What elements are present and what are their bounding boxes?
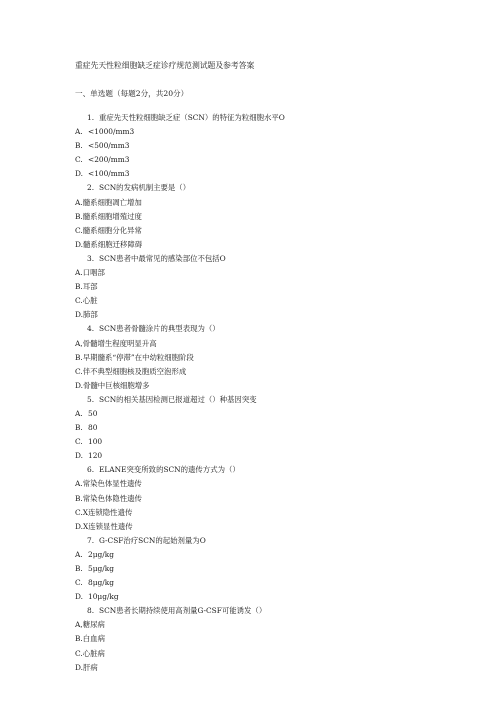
question-list [75,111,435,675]
option-3-c [75,294,435,308]
option-letter: C. [75,437,83,447]
question-8 [75,604,435,618]
option-text: <500/mm3 [88,141,130,151]
question-text: ELANE突变所致的SCN的遗传方式为（） [99,465,240,475]
question-7 [75,534,435,548]
question-text: SCN的发病机制主要是（） [99,183,191,193]
option-4-b [75,351,435,365]
option-text: 髓系细胞迁移障碍 [83,239,143,249]
option-text: 髓系细胞凋亡增加 [82,197,142,207]
option-8-b [75,632,435,646]
option-text: 髓系细胞增殖过度 [82,211,142,221]
option-letter: A, [75,338,83,348]
option-1-c [75,153,435,167]
option-text: 常染色体显性遗传 [82,479,142,489]
question-text: SCN患者中最常见的感染部位不包括O [99,253,226,263]
question-number: 5. [87,394,95,404]
option-3-a [75,266,435,280]
option-text: 骨髓增生程度明显升高 [82,338,157,348]
option-3-d [75,308,435,322]
option-8-a [75,618,435,632]
option-letter: D. [75,169,84,179]
option-letter: C. [75,155,83,165]
option-text: 骨髓中巨核细胞增多 [83,380,150,390]
option-text: 50 [88,408,98,418]
question-number: 4. [87,324,95,334]
option-text: 100 [88,437,103,447]
option-6-b [75,492,435,506]
option-letter: D. [75,239,84,249]
question-number: 3. [87,253,95,263]
question-text: SCN的相关基因检测已报道超过（）种基因突变 [99,394,257,404]
option-5-c [75,435,435,449]
option-letter: A. [75,479,83,489]
option-text: 5μg/kg [88,564,114,573]
option-7-a [75,548,435,562]
option-letter: B. [75,564,83,573]
question-text: SCN患者骨髓涂片的典型表现为（） [99,324,220,334]
option-text: 肺部 [83,310,98,320]
option-7-d [75,590,435,604]
option-2-d [75,238,435,252]
question-1 [75,111,435,125]
option-letter: A. [75,127,83,137]
option-8-d [75,661,435,675]
option-text: 120 [88,451,103,461]
option-letter: A, [75,620,83,630]
option-text: 早期髓系“停滞”在中幼粒细胞阶段 [82,352,194,362]
option-letter: D. [75,380,84,390]
question-text: 重症先天性粒细胞缺乏症（SCN）的特征为粒细胞水平O [99,113,285,122]
option-letter: C. [75,578,83,588]
option-text: <200/mm3 [88,155,130,165]
option-text: <1000/mm3 [88,127,135,137]
option-5-d [75,449,435,463]
option-letter: C. [75,507,83,517]
option-letter: D. [75,662,84,672]
option-text: <100/mm3 [88,169,130,179]
option-6-d [75,520,435,534]
option-text: 白血病 [82,634,105,644]
option-8-c [75,647,435,661]
option-7-c [75,576,435,590]
option-letter: C. [75,296,83,306]
option-4-a [75,337,435,351]
option-text: 口咽部 [82,268,105,278]
option-letter: D. [75,451,84,461]
option-text: 2μg/kg [88,549,114,559]
option-2-b [75,210,435,224]
option-5-b [75,421,435,435]
option-3-b [75,280,435,294]
option-text: 常染色体隐性遗传 [82,493,142,503]
document-title: 重症先天性粒细胞缺乏症诊疗规范测试题及参考答案 [75,61,255,70]
option-letter: C. [75,366,83,376]
option-text: 8μg/kg [88,578,114,588]
option-letter: A. [75,408,83,418]
option-text: X连锁隐性遗传 [82,507,133,517]
option-text: 髓系细胞分化异常 [82,225,142,235]
option-letter: A. [75,268,83,278]
section-heading: 一、单选题（每题2分，共20分） [75,89,189,98]
option-letter: B. [75,352,83,362]
question-6 [75,463,435,477]
option-letter: B. [75,282,83,292]
option-letter: D. [75,310,84,320]
option-text: 伴不典型细胞核及胞质空泡形成 [82,366,187,376]
question-2 [75,181,435,195]
question-number: 7. [87,535,95,545]
option-letter: D. [75,521,84,531]
question-4 [75,322,435,336]
option-6-c [75,506,435,520]
option-2-a [75,196,435,210]
option-letter: B. [75,634,83,644]
option-text: 10μg/kg [88,592,119,602]
option-1-a [75,125,435,139]
option-6-a [75,477,435,491]
option-letter: A. [75,549,83,559]
option-1-d [75,167,435,181]
question-number: 6. [87,465,95,475]
option-text: 肝病 [83,662,98,672]
option-7-b [75,562,435,576]
question-number: 1. [87,113,95,122]
option-letter: C. [75,225,83,235]
question-5 [75,393,435,407]
option-text: 心脏 [82,296,98,306]
question-number: 8. [87,606,95,616]
option-text: 耳部 [82,282,98,292]
option-text: 80 [88,423,98,433]
question-text: G-CSF治疗SCN的起始剂量为O [99,535,206,545]
question-number: 2. [87,183,95,193]
question-3 [75,252,435,266]
option-4-c [75,365,435,379]
option-2-c [75,224,435,238]
option-5-a [75,407,435,421]
option-letter: B. [75,211,83,221]
option-letter: D. [75,592,84,602]
option-text: 心脏病 [82,648,105,658]
option-4-d [75,379,435,393]
question-text: SCN患者长期持续使用高剂量G-CSF可能诱发（） [99,606,267,616]
option-text: X连锁显性遗传 [83,521,133,531]
option-letter: B. [75,493,83,503]
option-letter: B. [75,141,83,151]
option-letter: C. [75,648,83,658]
option-text: 糖尿病 [82,620,105,630]
option-1-b [75,139,435,153]
option-letter: A. [75,197,83,207]
option-letter: B. [75,423,83,433]
